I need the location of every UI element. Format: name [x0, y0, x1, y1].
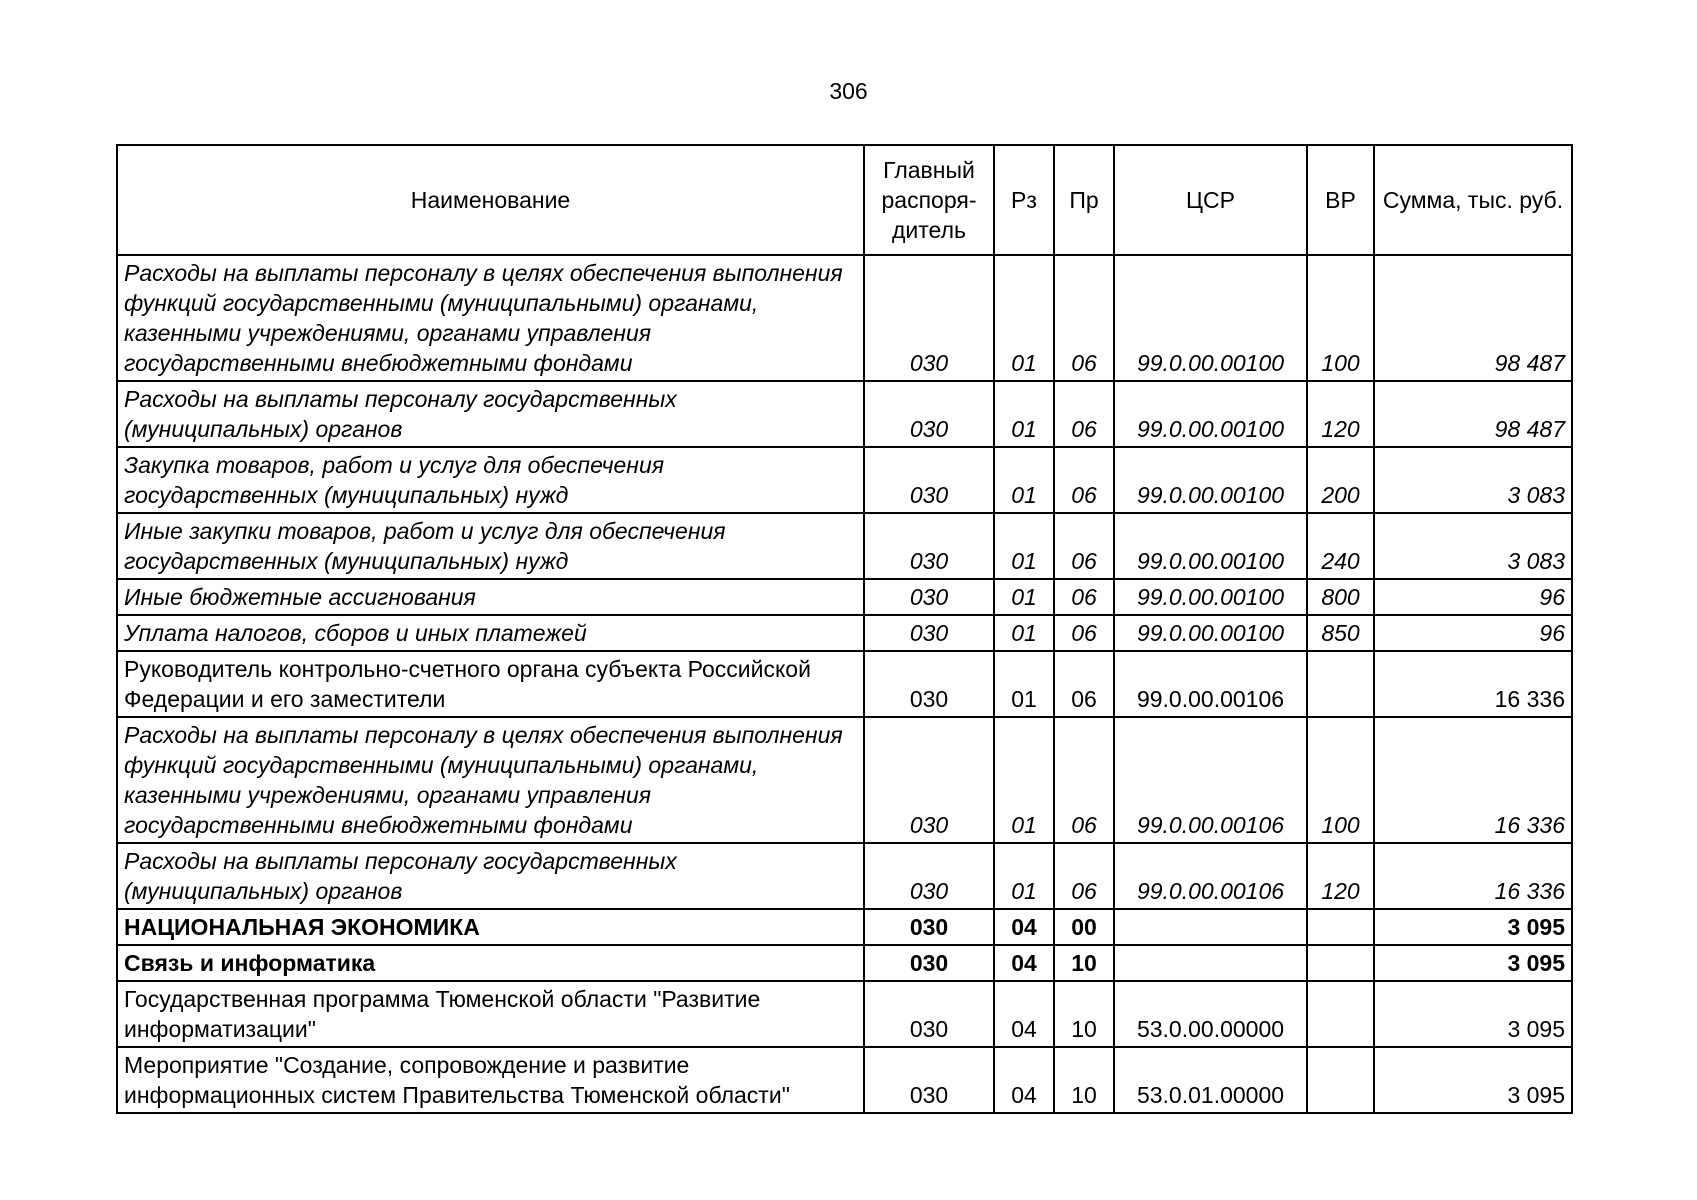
cell-csr: 99.0.00.00100 [1114, 615, 1307, 651]
cell-sum: 3 095 [1374, 945, 1572, 981]
cell-csr: 99.0.00.00106 [1114, 843, 1307, 909]
table-row [117, 579, 1572, 615]
cell-csr [1114, 945, 1307, 981]
cell-csr: 53.0.01.00000 [1114, 1047, 1307, 1113]
cell-name: Расходы на выплаты персоналу в целях обеспечения выполнения функций государственными (муниципальными) органами, казенными учреждениями, органами управления государственными внебюджетными фондами [117, 717, 864, 843]
cell-csr: 99.0.00.00100 [1114, 447, 1307, 513]
cell-csr: 99.0.00.00106 [1114, 717, 1307, 843]
header-pr: Пр [1054, 145, 1114, 255]
cell-name: Связь и информатика [117, 945, 864, 981]
header-rz: Рз [994, 145, 1054, 255]
cell-csr: 53.0.00.00000 [1114, 981, 1307, 1047]
cell-rz: 04 [994, 945, 1054, 981]
cell-rz: 01 [994, 447, 1054, 513]
cell-sum: 96 [1374, 615, 1572, 651]
cell-rz: 01 [994, 717, 1054, 843]
table-row [117, 945, 1572, 981]
cell-manager: 030 [864, 513, 994, 579]
header-sum: Сумма, тыс. руб. [1374, 145, 1572, 255]
cell-sum: 3 095 [1374, 1047, 1572, 1113]
header-manager: Главный распоря-дитель [864, 145, 994, 255]
cell-manager: 030 [864, 579, 994, 615]
cell-rz: 01 [994, 615, 1054, 651]
cell-vr: 240 [1307, 513, 1374, 579]
page-number: 306 [829, 78, 868, 104]
table-row [117, 615, 1572, 651]
cell-vr [1307, 981, 1374, 1047]
cell-pr: 06 [1054, 381, 1114, 447]
table-row [117, 1047, 1572, 1113]
table-row [117, 981, 1572, 1047]
cell-sum: 98 487 [1374, 255, 1572, 381]
header-csr: ЦСР [1114, 145, 1307, 255]
cell-name: Иные закупки товаров, работ и услуг для обеспечения государственных (муниципальных) нужд [117, 513, 864, 579]
cell-vr [1307, 945, 1374, 981]
cell-name: Уплата налогов, сборов и иных платежей [117, 615, 864, 651]
cell-rz: 04 [994, 981, 1054, 1047]
cell-pr: 06 [1054, 513, 1114, 579]
cell-vr: 100 [1307, 717, 1374, 843]
table-row [117, 255, 1572, 381]
cell-pr: 06 [1054, 843, 1114, 909]
cell-sum: 16 336 [1374, 843, 1572, 909]
cell-name: Мероприятие "Создание, сопровождение и развитие информационных систем Правительства Тюменской области" [117, 1047, 864, 1113]
cell-rz: 04 [994, 909, 1054, 945]
cell-vr: 120 [1307, 381, 1374, 447]
cell-pr: 06 [1054, 579, 1114, 615]
cell-sum: 96 [1374, 579, 1572, 615]
cell-pr: 06 [1054, 615, 1114, 651]
cell-manager: 030 [864, 909, 994, 945]
cell-name: Расходы на выплаты персоналу в целях обеспечения выполнения функций государственными (муниципальными) органами, казенными учреждениями, органами управления государственными внебюджетными фондами [117, 255, 864, 381]
cell-pr: 06 [1054, 717, 1114, 843]
cell-name: Иные бюджетные ассигнования [117, 579, 864, 615]
cell-name: Государственная программа Тюменской области "Развитие информатизации" [117, 981, 864, 1047]
cell-pr: 06 [1054, 255, 1114, 381]
cell-sum: 3 095 [1374, 981, 1572, 1047]
cell-sum: 3 083 [1374, 447, 1572, 513]
cell-name: Расходы на выплаты персоналу государственных (муниципальных) органов [117, 381, 864, 447]
cell-pr: 06 [1054, 447, 1114, 513]
cell-manager: 030 [864, 843, 994, 909]
cell-csr [1114, 909, 1307, 945]
cell-rz: 01 [994, 381, 1054, 447]
cell-name: Руководитель контрольно-счетного органа субъекта Российской Федерации и его заместители [117, 651, 864, 717]
cell-rz: 01 [994, 579, 1054, 615]
cell-name: Закупка товаров, работ и услуг для обеспечения государственных (муниципальных) нужд [117, 447, 864, 513]
cell-pr: 10 [1054, 945, 1114, 981]
cell-rz: 01 [994, 651, 1054, 717]
cell-sum: 16 336 [1374, 651, 1572, 717]
cell-vr: 800 [1307, 579, 1374, 615]
cell-vr [1307, 909, 1374, 945]
cell-sum: 16 336 [1374, 717, 1572, 843]
table-body [117, 255, 1572, 1113]
header-name: Наименование [117, 145, 864, 255]
cell-csr: 99.0.00.00100 [1114, 513, 1307, 579]
cell-csr: 99.0.00.00100 [1114, 381, 1307, 447]
cell-csr: 99.0.00.00106 [1114, 651, 1307, 717]
cell-manager: 030 [864, 651, 994, 717]
cell-rz: 01 [994, 513, 1054, 579]
cell-sum: 98 487 [1374, 381, 1572, 447]
cell-pr: 10 [1054, 1047, 1114, 1113]
cell-csr: 99.0.00.00100 [1114, 579, 1307, 615]
cell-pr: 00 [1054, 909, 1114, 945]
cell-sum: 3 095 [1374, 909, 1572, 945]
header-vr: ВР [1307, 145, 1374, 255]
table-row [117, 447, 1572, 513]
cell-rz: 01 [994, 255, 1054, 381]
cell-pr: 10 [1054, 981, 1114, 1047]
header-row [117, 145, 1572, 255]
cell-vr: 200 [1307, 447, 1374, 513]
cell-vr: 100 [1307, 255, 1374, 381]
cell-vr: 850 [1307, 615, 1374, 651]
cell-manager: 030 [864, 447, 994, 513]
cell-rz: 01 [994, 843, 1054, 909]
cell-vr: 120 [1307, 843, 1374, 909]
table-row [117, 909, 1572, 945]
cell-vr [1307, 1047, 1374, 1113]
cell-manager: 030 [864, 981, 994, 1047]
table-row [117, 381, 1572, 447]
cell-manager: 030 [864, 615, 994, 651]
cell-manager: 030 [864, 255, 994, 381]
table-row [117, 513, 1572, 579]
table-row [117, 717, 1572, 843]
budget-table [116, 144, 1573, 1114]
cell-csr: 99.0.00.00100 [1114, 255, 1307, 381]
cell-manager: 030 [864, 381, 994, 447]
cell-pr: 06 [1054, 651, 1114, 717]
cell-vr [1307, 651, 1374, 717]
cell-sum: 3 083 [1374, 513, 1572, 579]
cell-manager: 030 [864, 717, 994, 843]
cell-name: НАЦИОНАЛЬНАЯ ЭКОНОМИКА [117, 909, 864, 945]
cell-rz: 04 [994, 1047, 1054, 1113]
table-row [117, 651, 1572, 717]
table-row [117, 843, 1572, 909]
cell-manager: 030 [864, 945, 994, 981]
cell-name: Расходы на выплаты персоналу государственных (муниципальных) органов [117, 843, 864, 909]
cell-manager: 030 [864, 1047, 994, 1113]
